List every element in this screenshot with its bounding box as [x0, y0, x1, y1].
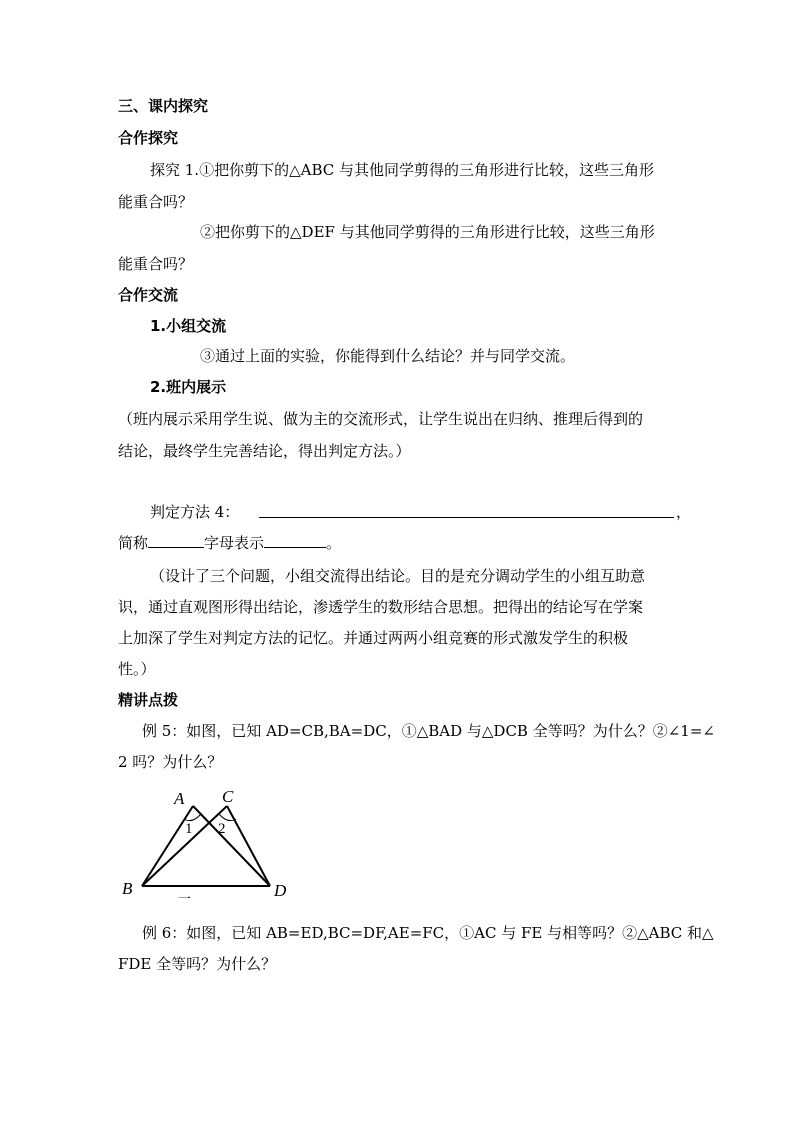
method-label: 判定方法 4：	[150, 503, 240, 521]
vertex-c-label: C	[222, 787, 234, 806]
example5-line2: 2 吗？为什么？	[118, 753, 223, 771]
vertex-d-label: D	[274, 881, 287, 898]
short-row	[118, 533, 341, 553]
method-comma: ，	[676, 503, 692, 521]
section-heading: 三、课内探究	[118, 97, 209, 115]
explore1-line2: 能重合吗？	[118, 193, 194, 211]
coop-exchange-heading: 合作交流	[118, 286, 179, 304]
angle-2-label: 2	[218, 821, 226, 837]
design-note-line3: 上加深了学生对判定方法的记忆。并通过两两小组竞赛的形式激发学生的积极	[118, 629, 629, 647]
vertex-b-label: B	[122, 879, 133, 898]
short-blank[interactable]	[148, 533, 204, 548]
figure-caption: 一	[178, 892, 192, 907]
design-note-line4: 性。）	[118, 660, 156, 678]
class-note-line2: 结论，最终学生完善结论，得出判定方法。）	[118, 442, 411, 460]
design-note-line2: 识，通过直观图形得出结论，渗透学生的数形结合思想。把得出的结论写在学案	[118, 598, 644, 616]
segment-cd	[227, 806, 270, 886]
explore2-line1: ②把你剪下的△DEF 与其他同学剪得的三角形进行比较，这些三角形	[200, 223, 655, 241]
angle-1-label: 1	[185, 821, 193, 837]
lecture-heading: 精讲点拨	[118, 691, 179, 709]
letters-blank[interactable]	[264, 533, 326, 548]
class-note-line1: （班内展示采用学生说、做为主的交流形式，让学生说出在归纳、推理后得到的	[118, 410, 644, 428]
method-row	[150, 502, 239, 522]
group-question: ③通过上面的实验，你能得到什么结论？并与同学交流。	[200, 347, 576, 365]
end-mark: 。	[326, 534, 342, 552]
segment-ad	[193, 806, 270, 886]
method-blank[interactable]	[259, 517, 674, 518]
class-display-heading: 2.班内展示	[150, 378, 227, 396]
letters-label: 字母表示	[204, 534, 265, 552]
explore1-line1: 探究 1.①把你剪下的△ABC 与其他同学剪得的三角形进行比较，这些三角形	[150, 161, 654, 179]
group-exchange-heading: 1.小组交流	[150, 317, 227, 335]
vertex-a-label: A	[174, 789, 185, 808]
triangle-figure	[110, 786, 310, 898]
design-note-line1: （设计了三个问题，小组交流得出结论。目的是充分调动学生的小组互助意	[150, 567, 646, 585]
explore2-line2: 能重合吗？	[118, 255, 194, 273]
example6-line2: FDE 全等吗？为什么？	[118, 955, 277, 973]
example6-line1: 例 6：如图，已知 AB=ED,BC=DF,AE=FC，①AC 与 FE 与相等吗？②△ABC 和△	[142, 924, 714, 942]
coop-explore-heading: 合作探究	[118, 129, 179, 147]
example5-line1: 例 5：如图，已知 AD=CB,BA=DC，①△BAD 与△DCB 全等吗？为什么？②∠1=∠	[142, 722, 715, 740]
short-label: 简称	[118, 534, 149, 552]
